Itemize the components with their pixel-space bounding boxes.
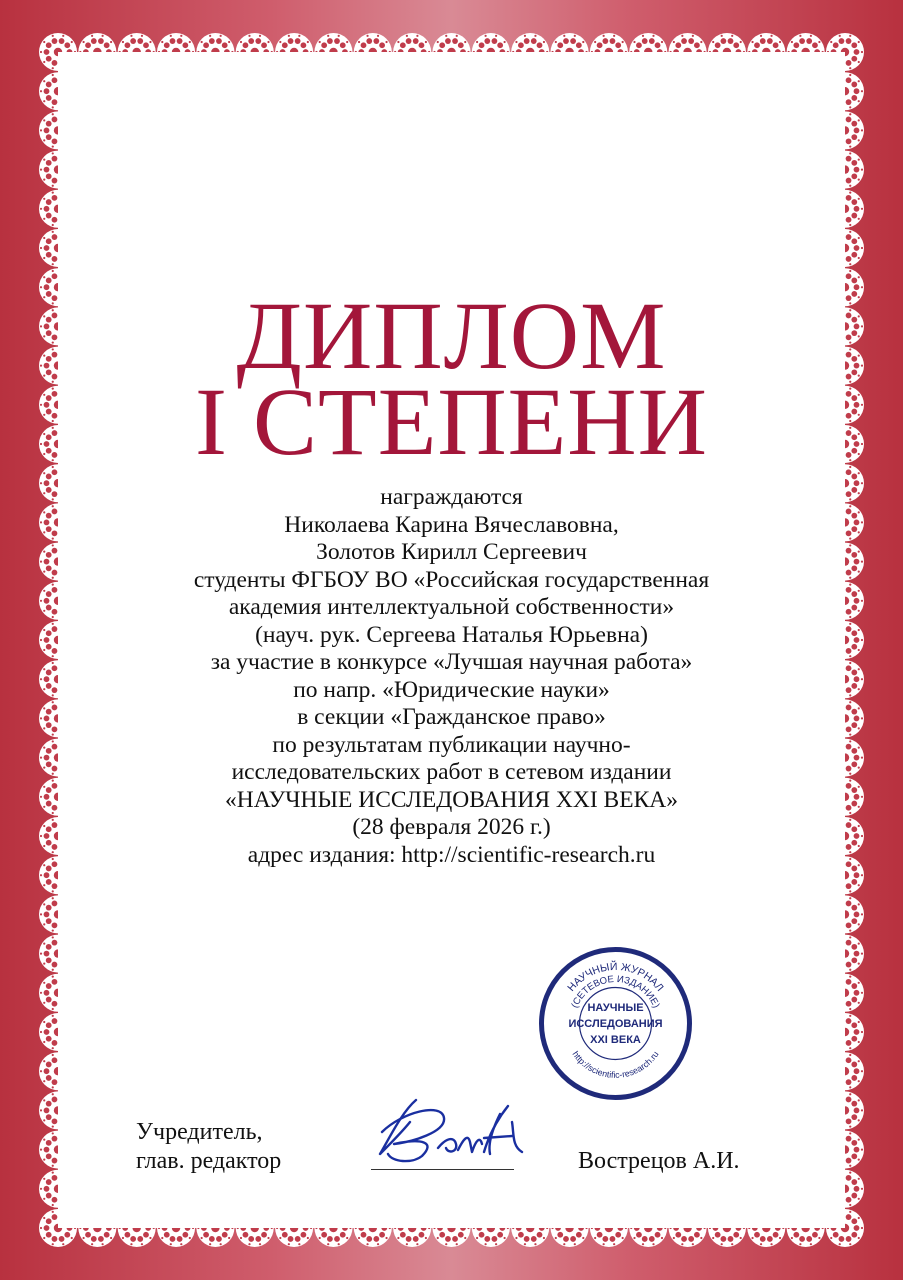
stamp-center-line: НАУЧНЫЕ [587, 1002, 644, 1014]
award-line: студенты ФГБОУ ВО «Российская государственная [193, 566, 710, 593]
award-line: по результатам публикации научно- [272, 731, 631, 758]
award-text [100, 484, 803, 869]
award-line: академия интеллектуальной собственности» [228, 594, 675, 620]
diploma-degree: I СТЕПЕНИ [195, 368, 708, 475]
award-line: (науч. рук. Сергеева Наталья Юрьевна) [255, 621, 648, 648]
award-line: Золотов Кирилл Сергеевич [316, 539, 587, 565]
award-line: (28 февраля 2026 г.) [352, 814, 551, 840]
stamp-ring-bottom: http://scientific-research.ru [570, 1049, 661, 1080]
diploma-title: ДИПЛОМ [236, 282, 667, 389]
signatory-name: Вострецов А.И. [578, 1148, 740, 1174]
handwritten-signature [372, 1092, 532, 1172]
signatory-role-line: глав. редактор [136, 1148, 282, 1174]
signatory-role-line: Учредитель, [136, 1119, 263, 1145]
stamp-ring-sub: (СЕТЕВОЕ ИЗДАНИЕ) [569, 973, 662, 1010]
signature-line [371, 1169, 514, 1170]
award-line: «НАУЧНЫЕ ИССЛЕДОВАНИЯ XXI ВЕКА» [225, 786, 678, 813]
stamp-ring-top: НАУЧНЫЙ ЖУРНАЛ [565, 960, 666, 994]
award-line: за участие в конкурсе «Лучшая научная работа» [210, 649, 693, 675]
award-line: награждаются [380, 484, 523, 510]
stamp-center-line: XXI ВЕКА [590, 1034, 641, 1046]
signatory-role [136, 1118, 281, 1176]
award-line: в секции «Гражданское право» [297, 704, 606, 730]
award-line: по напр. «Юридические науки» [293, 676, 610, 703]
journal-stamp [538, 946, 693, 1101]
stamp-center-line: ИССЛЕДОВАНИЯ [568, 1018, 663, 1030]
award-line: Николаева Карина Вячеславовна, [284, 511, 619, 538]
award-line: адрес издания: http://scientific-research.ru [247, 841, 656, 868]
award-line: исследовательских работ в сетевом издании [231, 759, 672, 785]
